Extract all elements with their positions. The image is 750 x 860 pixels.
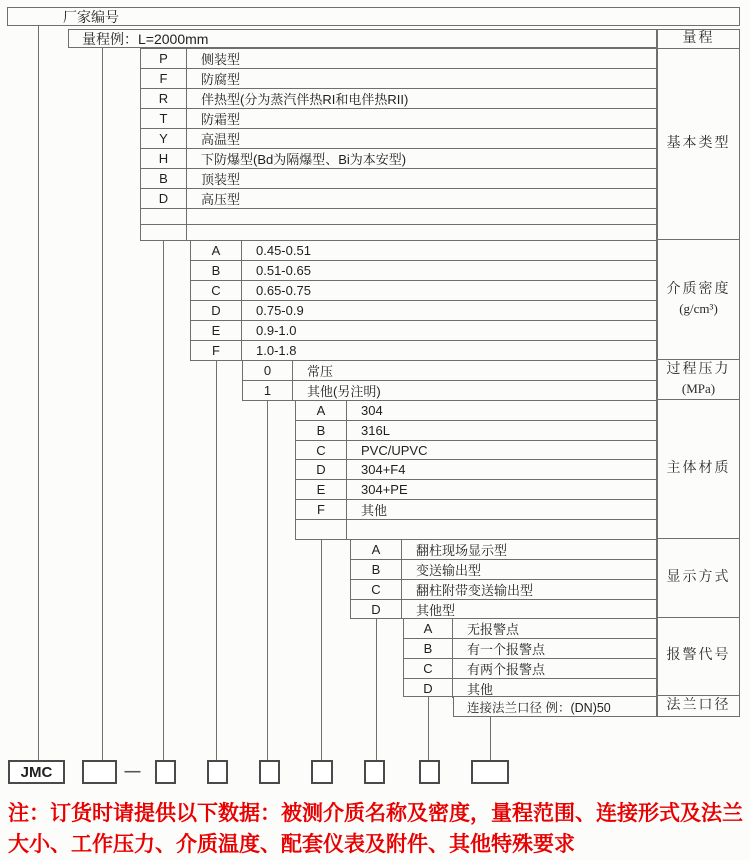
description-cell: 常压 [307,364,334,379]
table-row [141,225,656,240]
code-cell: T [141,109,187,128]
model-code-box-display [364,760,385,784]
code-cell: D [191,301,242,320]
code-cell: C [191,281,242,300]
model-code-box-basic-type [155,760,176,784]
code-cell: B [296,421,347,440]
table-row [191,341,656,360]
model-code-box-pressure [259,760,280,784]
table-row [243,361,656,381]
description-cell: 防腐型 [201,72,241,87]
side-label-material: 主体材质 [658,400,739,539]
code-cell: Y [141,129,187,148]
table-row [243,381,656,400]
description-cell: 有两个报警点 [467,662,546,677]
code-cell: F [141,69,187,88]
code-cell: E [296,480,347,499]
category-label-column [657,29,740,717]
code-cell: D [141,189,187,208]
description-cell: 变送输出型 [416,563,482,578]
manufacturer-number-bar [7,7,740,26]
table-row [296,460,656,480]
order-note-line2: 大小、工作压力、介质温度、配套仪表及附件、其他特殊要求 [8,833,575,856]
table-row [191,261,656,281]
description-cell [187,225,656,240]
table-row [404,659,656,679]
code-cell: B [141,169,187,188]
body-material-table [295,400,657,540]
code-cell: F [296,500,347,519]
description-cell: PVC/UPVC [361,442,428,458]
description-cell: 有一个报警点 [467,642,546,657]
code-cell: B [404,639,453,658]
model-code-box-range [82,760,117,784]
code-cell: F [191,341,242,360]
code-cell: A [296,401,347,420]
table-row [191,281,656,301]
code-cell: C [296,441,347,460]
code-cell [141,209,187,224]
description-cell: 304 [361,402,383,418]
table-row [141,129,656,149]
table-row [141,69,656,89]
code-cell [296,520,347,539]
code-cell [141,225,187,240]
table-row [296,500,656,520]
table-row [351,540,656,560]
description-cell: 0.75-0.9 [256,303,304,318]
code-cell: H [141,149,187,168]
table-row [404,619,656,639]
model-code-box-density [207,760,228,784]
description-cell: 伴热型(分为蒸汽伴热RI和电伴热RII) [201,92,409,107]
code-cell: C [351,580,402,599]
table-row [351,580,656,600]
basic-type-table [140,48,657,241]
description-cell: 防霜型 [201,112,241,127]
display-mode-table [350,539,657,619]
description-cell [187,209,656,224]
table-row [351,560,656,580]
side-label-flange: 法兰口径 [666,697,731,713]
table-row [141,89,656,109]
table-row [141,149,656,169]
model-prefix-box: JMC [8,760,65,784]
table-row [296,520,656,539]
code-cell: D [404,679,453,698]
description-cell: 其他(另注明) [307,384,381,399]
table-row [141,209,656,225]
connector-line-manufacturer [38,25,39,760]
table-row [141,49,656,69]
order-note [8,798,748,860]
connector-line-pressure [267,400,268,760]
description-cell: 0.45-0.51 [256,243,311,258]
table-row [404,639,656,659]
model-code-box-material [311,760,333,784]
side-label-display: 显示方式 [658,539,739,618]
medium-density-table [190,240,657,361]
connector-line-material [321,539,322,760]
table-row [191,321,656,341]
code-cell: R [141,89,187,108]
code-cell: A [351,540,402,559]
description-cell: 304+F4 [361,462,406,478]
table-row [296,480,656,500]
manufacturer-number-label: 厂家编号 [63,8,119,25]
description-cell: 翻柱附带变送输出型 [416,583,534,598]
code-cell: D [296,460,347,479]
range-example-label: 量程例：L=2000mm [82,30,209,47]
side-label-range: 量程 [658,30,739,49]
code-cell: B [351,560,402,579]
connector-line-basic-type [163,240,164,760]
table-row [296,401,656,421]
code-cell: B [191,261,242,280]
flange-size-row [453,696,657,717]
description-cell: 高温型 [201,132,241,147]
code-cell: 1 [243,381,293,400]
model-code-box-alarm [419,760,440,784]
connector-line-display [376,618,377,760]
code-cell: P [141,49,187,68]
side-label-pressure: 过程压力 (MPa) [658,360,739,400]
description-cell: 高压型 [201,192,241,207]
description-cell: 316L [361,422,390,438]
code-cell: D [351,600,402,619]
table-row [141,109,656,129]
description-cell: 其他 [361,503,388,519]
connector-line-alarm [428,696,429,760]
connector-line-density [216,360,217,760]
code-cell: E [191,321,242,340]
code-cell: C [404,659,453,678]
range-example-row [68,29,657,48]
description-cell [347,520,656,539]
table-row [191,301,656,321]
code-cell: A [191,241,242,260]
description-cell: 顶装型 [201,172,241,187]
description-cell: 304+PE [361,482,408,498]
side-label-density: 介质密度 (g/cm³) [658,240,739,360]
side-label-basic-type: 基本类型 [658,49,739,240]
description-cell: 其他 [467,682,494,697]
description-cell: 无报警点 [467,622,520,637]
description-cell: 侧装型 [201,52,241,67]
description-cell: 0.9-1.0 [256,323,297,338]
flange-size-label: 连接法兰口径 例：(DN)50 [467,700,611,715]
side-label-alarm: 报警代号 [658,618,739,696]
description-cell: 1.0-1.8 [256,343,297,358]
description-cell: 其他型 [416,603,456,618]
table-row [141,169,656,189]
description-cell: 下防爆型(Bd为隔爆型、Bi为本安型) [201,152,407,167]
connector-line-flange [490,716,491,760]
description-cell: 0.51-0.65 [256,263,311,278]
process-pressure-table [242,360,657,401]
table-row [141,189,656,209]
table-row [296,441,656,461]
alarm-code-table [403,618,657,697]
code-cell: A [404,619,453,638]
connector-line-range [102,48,103,760]
description-cell: 翻柱现场显示型 [416,543,508,558]
model-dash: — [124,763,141,780]
table-row [191,241,656,261]
order-note-line1: 注：订货时请提供以下数据：被测介质名称及密度，量程范围、连接形式及法兰 [8,802,743,825]
description-cell: 0.65-0.75 [256,283,311,298]
table-row [296,421,656,441]
code-cell: 0 [243,361,293,380]
table-row [351,600,656,619]
model-code-box-flange [471,760,509,784]
